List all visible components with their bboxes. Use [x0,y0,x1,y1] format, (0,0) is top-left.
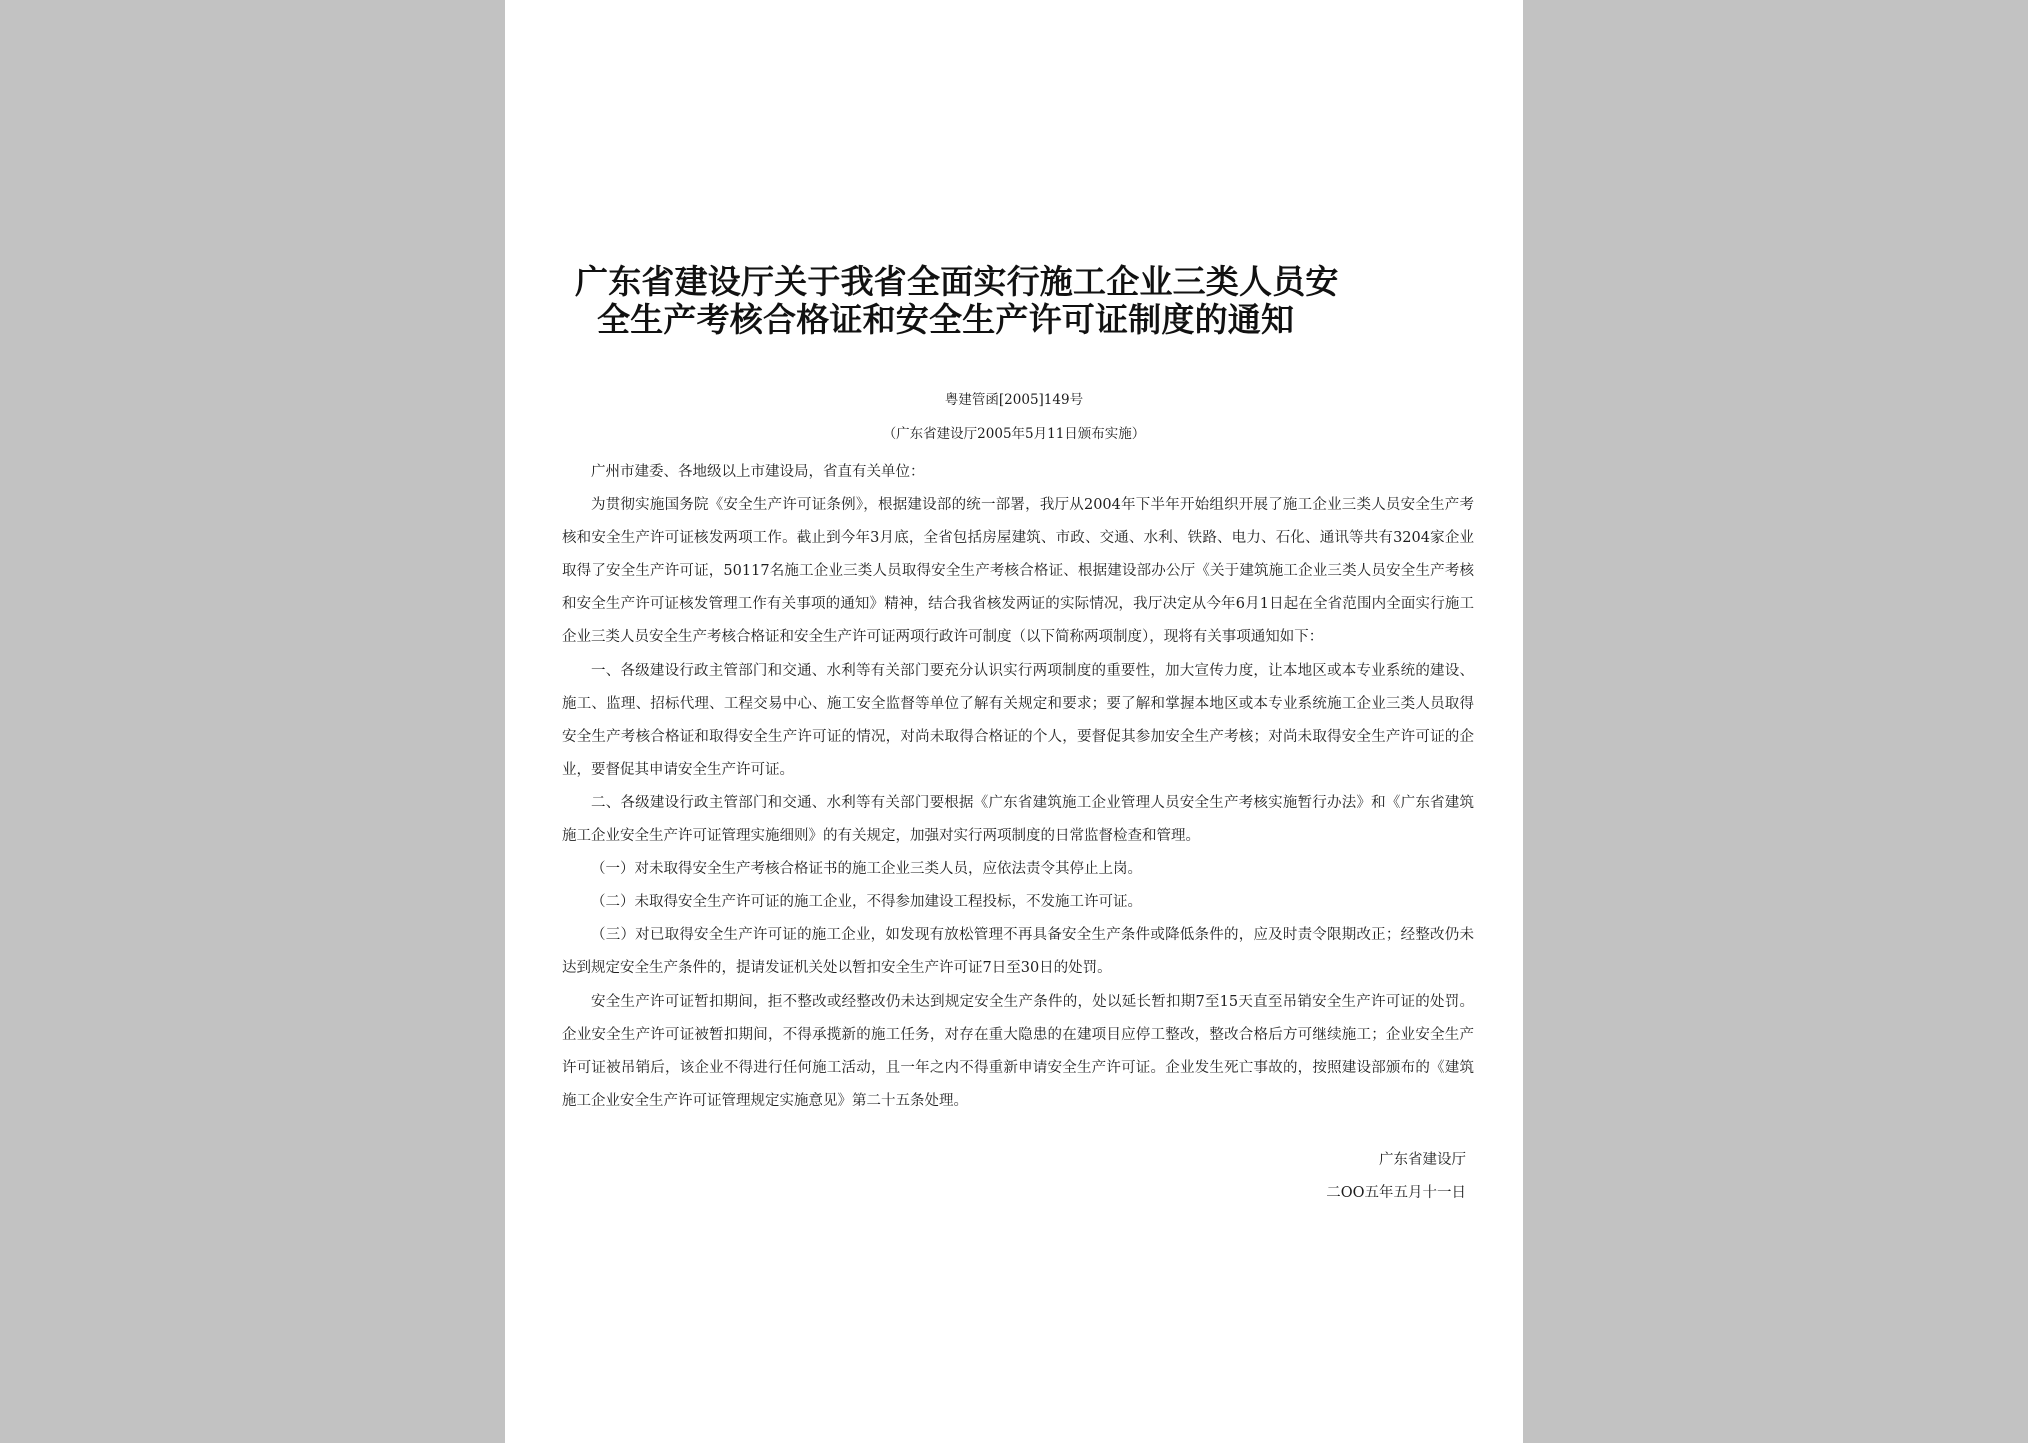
paragraph-one: 一、各级建设行政主管部门和交通、水利等有关部门要充分认识实行两项制度的重要性，加大宣传力度，让本地区或本专业系统的建设、施工、监理、招标代理、工程交易中心、施工安全监督等单位了解有关规定和要求；要了解和掌握本地区或本专业系统施工企业三类人员取得安全生产考核合格证和取得安全生产许可证的情况，对尚未取得合格证的个人，要督促其参加安全生产考核；对尚未取得安全生产许可证的企业，要督促其申请安全生产许可证。 [562,662,1474,778]
title-line-1: 广东省建设厅关于我省全面实行施工企业三类人员安 [575,262,1339,301]
paragraph-two: 二、各级建设行政主管部门和交通、水利等有关部门要根据《广东省建筑施工企业管理人员安全生产考核实施暂行办法》和《广东省建筑施工企业安全生产许可证管理实施细则》的有关规定，加强对实行两项制度的日常监督检查和管理。 [562,794,1474,845]
signature-org: 广东省建设厅 [1379,1152,1466,1168]
issue-note: （广东省建设厅2005年5月11日颁布实施） [882,426,1146,442]
paragraph-sub-1: （一）对未取得安全生产考核合格证书的施工企业三类人员，应依法责令其停止上岗。 [591,861,1142,878]
paragraph-suspension: 安全生产许可证暂扣期间，拒不整改或经整改仍未达到规定安全生产条件的，处以延长暂扣期7至15天直至吊销安全生产许可证的处罚。企业安全生产许可证被暂扣期间，不得承揽新的施工任务，对存在重大隐患的在建项目应停工整改，整改合格后方可继续施工；企业安全生产许可证被吊销后，该企业不得进行任何施工活动，且一年之内不得重新申请安全生产许可证。企业发生死亡事故的，按照建设部颁布的《建筑施工企业安全生产许可证管理规定实施意见》第二十五条处理。 [562,993,1474,1109]
addressee: 广州市建委、各地级以上市建设局，省直有关单位： [591,464,925,480]
document-number: 粤建管函[2005]149号 [944,392,1084,408]
signature-block [1326,1144,1466,1210]
signature-date: 二OO五年五月十一日 [1326,1185,1466,1201]
document-page [505,0,1523,1443]
paragraph-sub-3: （三）对已取得安全生产许可证的施工企业，如发现有放松管理不再具备安全生产条件或降低条件的，应及时责令限期改正；经整改仍未达到规定安全生产条件的，提请发证机关处以暂扣安全生产许可证7日至30日的处罚。 [562,927,1474,977]
document-body [562,456,1474,1118]
paragraph-intro: 为贯彻实施国务院《安全生产许可证条例》，根据建设部的统一部署，我厅从2004年下半年开始组织开展了施工企业三类人员安全生产考核和安全生产许可证核发两项工作。截止到今年3月底，全省包括房屋建筑、市政、交通、水利、铁路、电力、石化、通讯等共有3204家企业取得了安全生产许可证，50117名施工企业三类人员取得安全生产考核合格证、根据建设部办公厅《关于建筑施工企业三类人员安全生产考核和安全生产许可证核发管理工作有关事项的通知》精神，结合我省核发两证的实际情况，我厅决定从今年6月1日起在全省范围内全面实行施工企业三类人员安全生产考核合格证和安全生产许可证两项行政许可制度（以下简称两项制度），现将有关事项通知如下： [562,497,1474,646]
title-line-2: 全生产考核合格证和安全生产许可证制度的通知 [597,300,1295,339]
document-title [575,263,1465,339]
paragraph-sub-2: （二）未取得安全生产许可证的施工企业，不得参加建设工程投标，不发施工许可证。 [591,894,1142,911]
